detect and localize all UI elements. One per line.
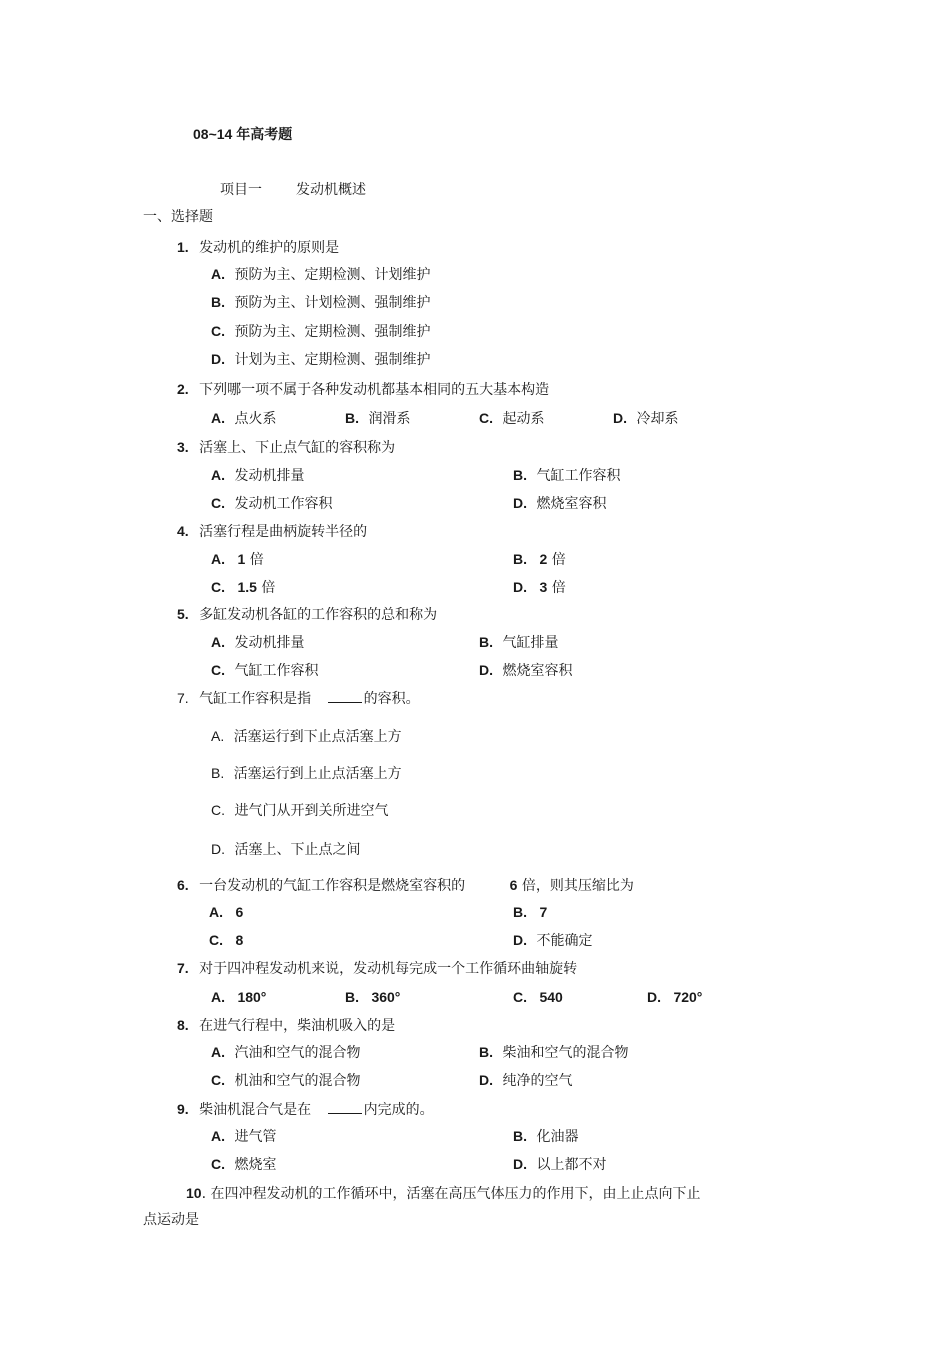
option-unit: 倍 bbox=[551, 552, 566, 568]
option-text: 化油器 bbox=[536, 1129, 579, 1145]
question-text-line1: . 在四冲程发动机的工作循环中，活塞在高压气体压力的作用下，由上止点向下止 bbox=[201, 1186, 701, 1202]
option-d bbox=[513, 931, 592, 950]
option-key: A. bbox=[211, 551, 225, 567]
question-10-continued: 点运动是 bbox=[143, 1212, 199, 1228]
option-c bbox=[211, 661, 318, 680]
option-a bbox=[211, 633, 304, 652]
option-text: 纯净的空气 bbox=[502, 1073, 573, 1089]
question-text-after: 内完成的。 bbox=[363, 1102, 434, 1118]
option-d bbox=[211, 840, 360, 859]
option-key: C. bbox=[211, 662, 225, 678]
option-text: 机油和空气的混合物 bbox=[234, 1073, 361, 1089]
option-b bbox=[345, 409, 410, 428]
option-unit: 倍 bbox=[261, 580, 276, 596]
option-text: 发动机排量 bbox=[234, 635, 305, 651]
option-key: B. bbox=[345, 410, 359, 426]
option-text: 气缸排量 bbox=[502, 635, 559, 651]
option-text: 不能确定 bbox=[536, 933, 593, 949]
question-text: 多缸发动机各缸的工作容积的总和称为 bbox=[199, 607, 438, 623]
option-b bbox=[345, 988, 400, 1007]
option-c bbox=[211, 578, 275, 597]
option-text: 7 bbox=[539, 904, 548, 920]
document-title bbox=[193, 125, 292, 144]
option-key: C. bbox=[211, 1156, 225, 1172]
question-text: 下列哪一项不属于各种发动机都基本相同的五大基本构造 bbox=[199, 382, 550, 398]
question-text-before: 一台发动机的气缸工作容积是燃烧室容积的 bbox=[199, 878, 466, 894]
question-text: 对于四冲程发动机来说，发动机每完成一个工作循环曲轴旋转 bbox=[199, 961, 578, 977]
question-number: 9. bbox=[177, 1101, 189, 1117]
option-text: 720° bbox=[673, 989, 703, 1005]
option-key: B. bbox=[479, 634, 493, 650]
option-value: 2 bbox=[539, 551, 548, 567]
option-text: 8 bbox=[235, 932, 244, 948]
question-number: 6. bbox=[177, 877, 189, 893]
option-b bbox=[513, 903, 547, 922]
option-c bbox=[211, 494, 332, 513]
title-text: 08~14 年高考题 bbox=[193, 126, 293, 142]
option-text: 起动系 bbox=[502, 411, 545, 427]
question-6 bbox=[177, 876, 634, 895]
option-a bbox=[211, 550, 264, 569]
question-10 bbox=[186, 1184, 700, 1203]
option-text: 冷却系 bbox=[636, 411, 679, 427]
question-5 bbox=[177, 605, 437, 624]
option-a bbox=[211, 727, 402, 746]
question-7-crank bbox=[177, 959, 577, 978]
option-text: 润滑系 bbox=[368, 411, 411, 427]
option-a bbox=[211, 265, 430, 284]
option-c bbox=[211, 1155, 276, 1174]
question-8 bbox=[177, 1016, 395, 1035]
option-unit: 倍 bbox=[249, 552, 264, 568]
option-text: 活塞运行到下止点活塞上方 bbox=[233, 729, 402, 745]
option-b bbox=[513, 1127, 578, 1146]
question-number: 8. bbox=[177, 1017, 189, 1033]
question-value: 6 bbox=[509, 877, 518, 893]
question-text-after: 的容积。 bbox=[363, 691, 420, 707]
option-key: C. bbox=[209, 932, 223, 948]
question-9 bbox=[177, 1100, 434, 1119]
option-key: A. bbox=[211, 728, 225, 744]
option-key: D. bbox=[211, 351, 225, 367]
option-text: 预防为主、计划检测、强制维护 bbox=[234, 295, 431, 311]
option-b bbox=[479, 1043, 628, 1062]
option-c bbox=[479, 409, 544, 428]
option-text: 燃烧室 bbox=[234, 1157, 277, 1173]
option-key: D. bbox=[613, 410, 627, 426]
option-d bbox=[479, 1071, 572, 1090]
option-text: 进气门从开到关所进空气 bbox=[234, 803, 389, 819]
option-key: D. bbox=[513, 932, 527, 948]
option-key: C. bbox=[211, 495, 225, 511]
option-text: 燃烧室容积 bbox=[536, 496, 607, 512]
option-d bbox=[647, 988, 702, 1007]
question-number: 3. bbox=[177, 439, 189, 455]
option-d bbox=[513, 494, 606, 513]
question-number: 2. bbox=[177, 381, 189, 397]
question-3 bbox=[177, 438, 395, 457]
question-text: 活塞上、下止点气缸的容积称为 bbox=[199, 440, 396, 456]
option-a bbox=[211, 1127, 276, 1146]
option-c bbox=[211, 322, 430, 341]
question-text-before: 柴油机混合气是在 bbox=[199, 1102, 312, 1118]
option-a bbox=[211, 988, 266, 1007]
option-key: B. bbox=[513, 551, 527, 567]
option-key: B. bbox=[513, 904, 527, 920]
option-key: C. bbox=[211, 802, 225, 818]
question-1 bbox=[177, 238, 339, 257]
option-text: 540 bbox=[539, 989, 563, 1005]
question-number: 7. bbox=[177, 690, 189, 706]
option-key: A. bbox=[211, 467, 225, 483]
option-text: 预防为主、定期检测、计划维护 bbox=[234, 267, 431, 283]
option-unit: 倍 bbox=[551, 580, 566, 596]
option-key: D. bbox=[211, 841, 225, 857]
option-b bbox=[479, 633, 558, 652]
option-text: 活塞运行到上止点活塞上方 bbox=[233, 766, 402, 782]
option-key: C. bbox=[479, 410, 493, 426]
option-key: D. bbox=[479, 1072, 493, 1088]
question-number: 10 bbox=[186, 1185, 202, 1201]
option-c bbox=[513, 988, 563, 1007]
option-d bbox=[513, 1155, 606, 1174]
option-key: B. bbox=[211, 294, 225, 310]
option-key: B. bbox=[513, 467, 527, 483]
option-text: 以上都不对 bbox=[536, 1157, 607, 1173]
option-key: B. bbox=[345, 989, 359, 1005]
question-number: 7. bbox=[177, 960, 189, 976]
section-heading: 一、选择题 bbox=[143, 209, 213, 225]
project-label: 项目一 bbox=[220, 182, 262, 198]
option-c bbox=[211, 1071, 360, 1090]
option-text: 计划为主、定期检测、强制维护 bbox=[234, 352, 431, 368]
option-text: 6 bbox=[235, 904, 244, 920]
option-key: C. bbox=[211, 323, 225, 339]
option-key: A. bbox=[211, 1044, 225, 1060]
option-a bbox=[211, 466, 304, 485]
option-text: 360° bbox=[371, 989, 401, 1005]
question-2 bbox=[177, 380, 549, 399]
option-b bbox=[513, 550, 566, 569]
answer-blank bbox=[328, 690, 362, 703]
question-number: 4. bbox=[177, 523, 189, 539]
option-a bbox=[211, 1043, 360, 1062]
option-key: A. bbox=[211, 410, 225, 426]
answer-blank bbox=[328, 1101, 362, 1114]
option-key: C. bbox=[211, 579, 225, 595]
option-text: 活塞上、下止点之间 bbox=[234, 842, 361, 858]
project-name: 发动机概述 bbox=[296, 182, 366, 198]
option-key: A. bbox=[209, 904, 223, 920]
option-key: A. bbox=[211, 266, 225, 282]
question-text: 活塞行程是曲柄旋转半径的 bbox=[199, 524, 368, 540]
question-text: 发动机的维护的原则是 bbox=[199, 240, 340, 256]
option-value: 3 bbox=[539, 579, 548, 595]
option-text: 汽油和空气的混合物 bbox=[234, 1045, 361, 1061]
option-key: B. bbox=[211, 765, 225, 781]
option-text: 发动机工作容积 bbox=[234, 496, 333, 512]
option-value: 1 bbox=[237, 551, 246, 567]
option-a bbox=[209, 903, 243, 922]
option-text: 燃烧室容积 bbox=[502, 663, 573, 679]
option-b bbox=[211, 764, 402, 783]
option-key: C. bbox=[513, 989, 527, 1005]
option-text: 柴油和空气的混合物 bbox=[502, 1045, 629, 1061]
option-key: A. bbox=[211, 1128, 225, 1144]
option-text: 发动机排量 bbox=[234, 468, 305, 484]
option-key: B. bbox=[479, 1044, 493, 1060]
option-a bbox=[211, 409, 276, 428]
option-text: 点火系 bbox=[234, 411, 277, 427]
question-number: 1. bbox=[177, 239, 189, 255]
question-text-after: 倍，则其压缩比为 bbox=[521, 878, 634, 894]
option-d bbox=[513, 578, 566, 597]
option-text: 180° bbox=[237, 989, 267, 1005]
option-c bbox=[209, 931, 243, 950]
option-key: C. bbox=[211, 1072, 225, 1088]
option-key: D. bbox=[513, 495, 527, 511]
option-key: D. bbox=[647, 989, 661, 1005]
option-key: D. bbox=[513, 1156, 527, 1172]
option-d bbox=[479, 661, 572, 680]
question-7-capacity bbox=[177, 689, 420, 708]
option-key: A. bbox=[211, 989, 225, 1005]
question-text: 在进气行程中，柴油机吸入的是 bbox=[199, 1018, 396, 1034]
option-key: A. bbox=[211, 634, 225, 650]
option-d bbox=[613, 409, 678, 428]
question-text-before: 气缸工作容积是指 bbox=[199, 691, 312, 707]
option-key: D. bbox=[513, 579, 527, 595]
option-key: B. bbox=[513, 1128, 527, 1144]
option-b bbox=[513, 466, 620, 485]
option-d bbox=[211, 350, 430, 369]
option-value: 1.5 bbox=[237, 579, 257, 595]
option-c bbox=[211, 801, 388, 820]
option-text: 进气管 bbox=[234, 1129, 277, 1145]
question-4 bbox=[177, 522, 367, 541]
option-text: 预防为主、定期检测、强制维护 bbox=[234, 324, 431, 340]
option-text: 气缸工作容积 bbox=[234, 663, 319, 679]
option-key: D. bbox=[479, 662, 493, 678]
option-b bbox=[211, 293, 430, 312]
question-number: 5. bbox=[177, 606, 189, 622]
option-text: 气缸工作容积 bbox=[536, 468, 621, 484]
